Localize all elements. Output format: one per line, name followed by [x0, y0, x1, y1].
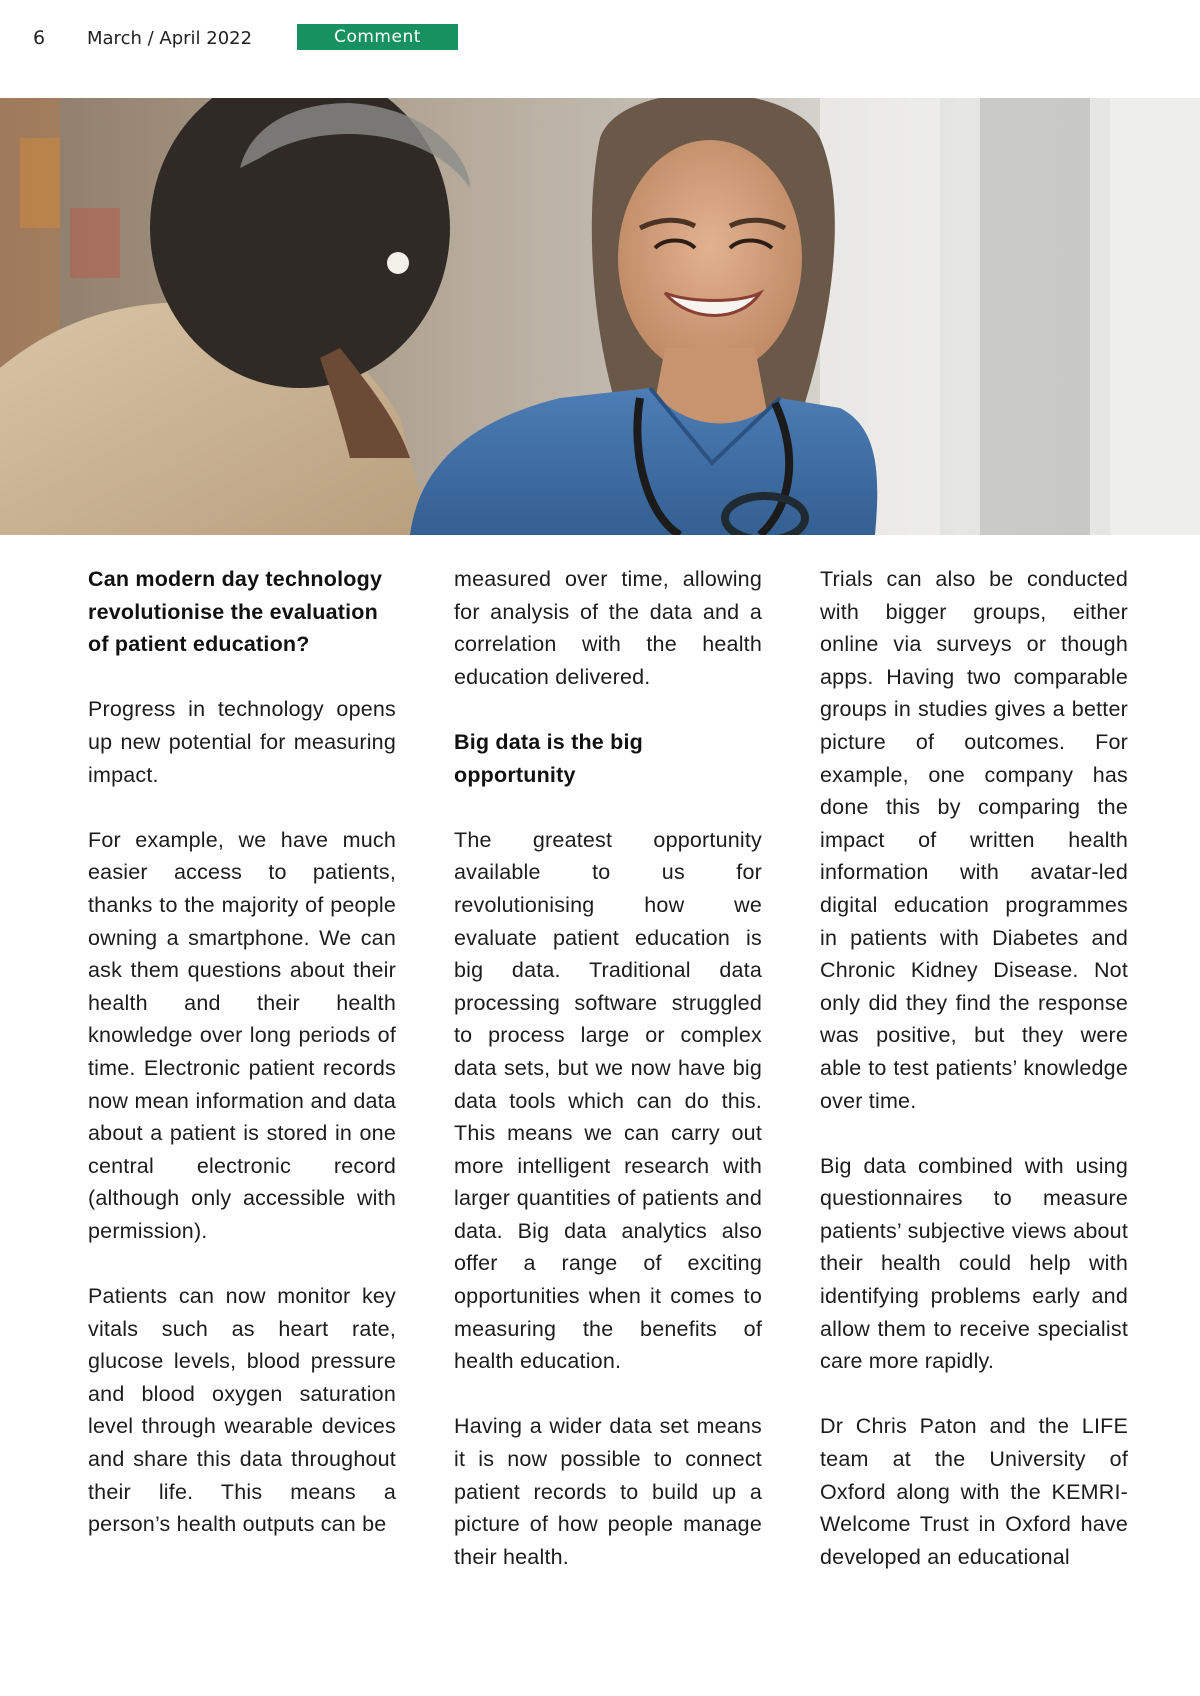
column-1 [88, 563, 396, 1573]
section-heading: Big data is the big opportunity [454, 729, 643, 787]
page-number: 6 [33, 27, 46, 49]
page-header [0, 24, 1200, 54]
photo-nurse-and-patient-icon [0, 98, 1200, 535]
paragraph: Patients can now monitor key vitals such as heart rate, glucose levels, blood pressure and blood oxygen saturation level through wearable devices and share this data throughout their life. This means a person’s health outputs can be [88, 1284, 396, 1537]
paragraph: Dr Chris Paton and the LIFE team at the University of Oxford along with the KEMRI-Welcome Trust in Oxford have developed an educational [820, 1414, 1128, 1569]
article-body [88, 563, 1128, 1643]
column-3 [820, 563, 1128, 1606]
paragraph: Trials can also be conducted with bigger groups, either online via surveys or though apps. Having two comparable groups in studies gives a better picture of outcomes. For example, one company has done this by comparing the impact of written health information with avatar-led digital education programmes in patients with Diabetes and Chronic Kidney Disease. Not only did they find the response was positive, but they were able to test patients’ knowledge over time. [820, 567, 1128, 1113]
paragraph: For example, we have much easier access to patients, thanks to the majority of people owning a smartphone. We can ask them questions about their health and their health knowledge over long periods of time. Electronic patient records now mean information and data about a patient is stored in one central electronic record (although only accessible with permission). [88, 827, 396, 1243]
section-tag: Comment [297, 24, 458, 50]
paragraph: Progress in technology opens up new potential for measuring impact. [88, 697, 396, 787]
paragraph: Big data combined with using questionnaires to measure patients’ subjective views about their health could help with identifying problems early and allow them to receive specialist care more rapidly. [820, 1153, 1128, 1374]
article-heading: Can modern day technology revolutionise the evaluation of patient education? [88, 567, 383, 657]
paragraph: Having a wider data set means it is now possible to connect patient records to build up a picture of how people manage their health. [454, 1414, 762, 1569]
column-2 [454, 563, 762, 1606]
paragraph: measured over time, allowing for analysis of the data and a correlation with the health education delivered. [454, 567, 762, 689]
hero-photo [0, 98, 1200, 535]
issue-date: March / April 2022 [87, 28, 253, 49]
paragraph: The greatest opportunity available to us for revolutionising how we evaluate patient education is big data. Traditional data processing software struggled to process large or complex data sets, but we now have big data tools which can do this. This means we can carry out more intelligent research with larger quantities of patients and data. Big data analytics also offer a range of exciting opportunities when it comes to measuring the benefits of health education. [454, 827, 762, 1374]
